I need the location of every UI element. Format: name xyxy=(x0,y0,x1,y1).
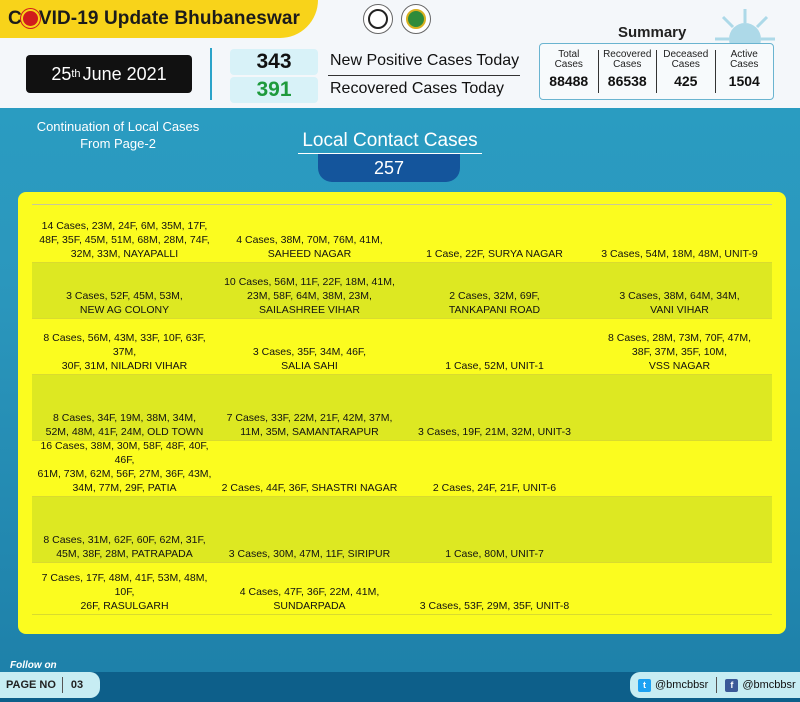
table-cell xyxy=(217,441,402,496)
social-separator xyxy=(716,677,717,693)
page-separator xyxy=(62,677,63,693)
table-cell xyxy=(402,263,587,318)
table-row xyxy=(32,441,772,497)
cell-text: 1 Case, 52M, UNIT-1 xyxy=(445,360,544,372)
cell-text: 2 Cases, 24F, 21F, UNIT-6 xyxy=(432,482,557,494)
table-cell xyxy=(402,441,587,496)
title-suffix: VID-19 Update Bhubaneswar xyxy=(38,8,300,29)
table-cell xyxy=(32,207,217,262)
local-cases-count: 257 xyxy=(318,154,460,182)
cell-text: 1 Case, 22F, SURYA NAGAR xyxy=(426,248,563,260)
table-row xyxy=(32,319,772,375)
date-ordinal: th xyxy=(71,68,81,80)
facebook-link[interactable] xyxy=(725,679,795,692)
divider xyxy=(210,48,212,100)
new-positive-count: 343 xyxy=(230,49,318,75)
table-cell xyxy=(32,375,217,440)
table-cell xyxy=(587,497,772,562)
table-row xyxy=(32,375,772,441)
cell-text: 4 Cases, 38M, 70M, 76M, 41M, SAHEED NAGAR xyxy=(236,234,383,260)
bmc-logo xyxy=(401,4,431,34)
table-cell xyxy=(402,207,587,262)
table-cell xyxy=(587,207,772,262)
cell-text: 4 Cases, 47F, 36F, 22M, 41M, SUNDARPADA xyxy=(239,586,380,612)
table-cell xyxy=(587,563,772,614)
summary-label: Deceased xyxy=(663,49,709,60)
table-row xyxy=(32,497,772,563)
cell-text: 1 Case, 80M, UNIT-7 xyxy=(445,548,544,560)
cell-text: 8 Cases, 31M, 62F, 60F, 62M, 31F, 45M, 38F, 28M, PATRAPADA xyxy=(43,534,206,560)
follow-on-label: Follow on xyxy=(10,660,57,671)
table-cell xyxy=(587,263,772,318)
table-row xyxy=(32,563,772,615)
cell-text: 7 Cases, 17F, 48M, 41F, 53M, 48M, 10F, 26F, RASULGARH xyxy=(41,572,208,612)
new-positive-label: New Positive Cases Today xyxy=(330,52,520,69)
cell-text: 14 Cases, 23M, 24F, 6M, 35M, 17F, 48F, 35F, 45M, 51M, 68M, 28M, 74F, 32M, 33M, NAYAPALLI xyxy=(39,220,210,260)
cell-text: 3 Cases, 52F, 45M, 53M, NEW AG COLONY xyxy=(66,290,183,316)
table-cell xyxy=(217,263,402,318)
cell-text: 2 Cases, 32M, 69F, TANKAPANI ROAD xyxy=(448,290,541,316)
title-prefix: C xyxy=(8,8,22,29)
section-title: Local Contact Cases xyxy=(302,130,478,151)
cell-text: 3 Cases, 38M, 64M, 34M, VANI VIHAR xyxy=(619,290,740,316)
odisha-emblem-logo xyxy=(363,4,393,34)
cell-text: 3 Cases, 54M, 18M, 48M, UNIT-9 xyxy=(601,248,758,260)
page-title xyxy=(8,8,300,30)
twitter-handle: @bmcbbsr xyxy=(655,679,709,691)
cell-text: 8 Cases, 28M, 73M, 70F, 47M, 38F, 37M, 35F, 10M, VSS NAGAR xyxy=(608,332,751,372)
header xyxy=(0,0,800,108)
table-cell xyxy=(402,563,587,614)
table-cell xyxy=(402,497,587,562)
table-cell xyxy=(217,563,402,614)
cell-text: 3 Cases, 19F, 21M, 32M, UNIT-3 xyxy=(418,426,571,438)
summary-label: Cases xyxy=(671,59,700,70)
table-cell xyxy=(32,319,217,374)
summary-label: Cases xyxy=(730,59,759,70)
table-cell xyxy=(217,375,402,440)
summary-label: Active xyxy=(730,49,758,60)
cell-text: 3 Cases, 53F, 29M, 35F, UNIT-8 xyxy=(419,600,570,612)
table-cell xyxy=(217,207,402,262)
cell-text: 8 Cases, 56M, 43M, 33F, 10F, 63F, 37M, 30F, 31M, NILADRI VIHAR xyxy=(43,332,206,372)
recovered-count: 391 xyxy=(230,77,318,103)
table-cell xyxy=(402,375,587,440)
table-cell xyxy=(217,497,402,562)
summary-total xyxy=(540,50,599,93)
summary-title: Summary xyxy=(618,24,687,41)
table-cell xyxy=(402,319,587,374)
summary-label: Recovered xyxy=(603,49,652,60)
social-links xyxy=(630,672,800,698)
table-row xyxy=(32,207,772,263)
continuation-line: From Page-2 xyxy=(80,136,156,151)
title-band xyxy=(0,0,318,38)
page-number: 03 xyxy=(70,679,84,691)
table-cell xyxy=(587,319,772,374)
page-number-tab xyxy=(0,672,100,698)
summary-label: Cases xyxy=(554,59,583,70)
table-top-rule xyxy=(32,204,772,205)
facebook-handle: @bmcbbsr xyxy=(742,679,796,691)
summary-label: Total xyxy=(558,49,580,60)
table-cell xyxy=(32,263,217,318)
cases-table-panel xyxy=(18,192,786,634)
continuation-line: Continuation of Local Cases xyxy=(36,119,200,134)
cell-text: 3 Cases, 30M, 47M, 11F, SIRIPUR xyxy=(228,548,391,560)
summary-active xyxy=(716,50,774,93)
table-cell xyxy=(32,563,217,614)
page-label: PAGE NO xyxy=(6,679,56,691)
twitter-icon: t xyxy=(638,679,651,692)
cell-text: 10 Cases, 56M, 11F, 22F, 18M, 41M, 23M, 58F, 64M, 38M, 23M, SAILASHREE VIHAR xyxy=(224,276,395,316)
date-badge xyxy=(26,55,192,93)
summary-label: Cases xyxy=(613,59,642,70)
summary-value: 88488 xyxy=(549,73,589,89)
summary-box xyxy=(539,43,774,100)
cell-text: 7 Cases, 33F, 22M, 21F, 42M, 37M, 11M, 35M, SAMANTARAPUR xyxy=(226,412,393,438)
facebook-icon: f xyxy=(725,679,738,692)
table-cell xyxy=(217,319,402,374)
summary-deceased xyxy=(657,50,716,93)
table-cell xyxy=(587,375,772,440)
cell-text: 2 Cases, 44F, 36F, SHASTRI NAGAR xyxy=(221,482,398,494)
summary-value: 1504 xyxy=(728,73,760,89)
summary-recovered xyxy=(599,50,658,93)
table-cell xyxy=(32,441,217,496)
twitter-link[interactable] xyxy=(638,679,708,692)
date-day: 25 xyxy=(51,63,72,84)
recovered-label: Recovered Cases Today xyxy=(330,80,505,97)
cases-table xyxy=(32,204,772,615)
summary-value: 425 xyxy=(674,73,698,89)
table-cell xyxy=(587,441,772,496)
cell-text: 8 Cases, 34F, 19M, 38M, 34M, 52M, 48M, 41F, 24M, OLD TOWN xyxy=(45,412,204,438)
summary-value: 86538 xyxy=(607,73,647,89)
stat-divider xyxy=(328,75,520,76)
virus-icon xyxy=(23,11,38,26)
date-rest: June 2021 xyxy=(82,63,167,84)
table-cell xyxy=(32,497,217,562)
cell-text: 16 Cases, 38M, 30M, 58F, 48F, 40F, 46F, 61M, 73M, 62M, 56F, 27M, 36F, 43M, 34M, 77M, 29F, PATIA xyxy=(37,440,212,494)
cell-text: 3 Cases, 35F, 34M, 46F, SALIA SAHI xyxy=(252,346,367,372)
table-row xyxy=(32,263,772,319)
continuation-note xyxy=(18,118,218,152)
